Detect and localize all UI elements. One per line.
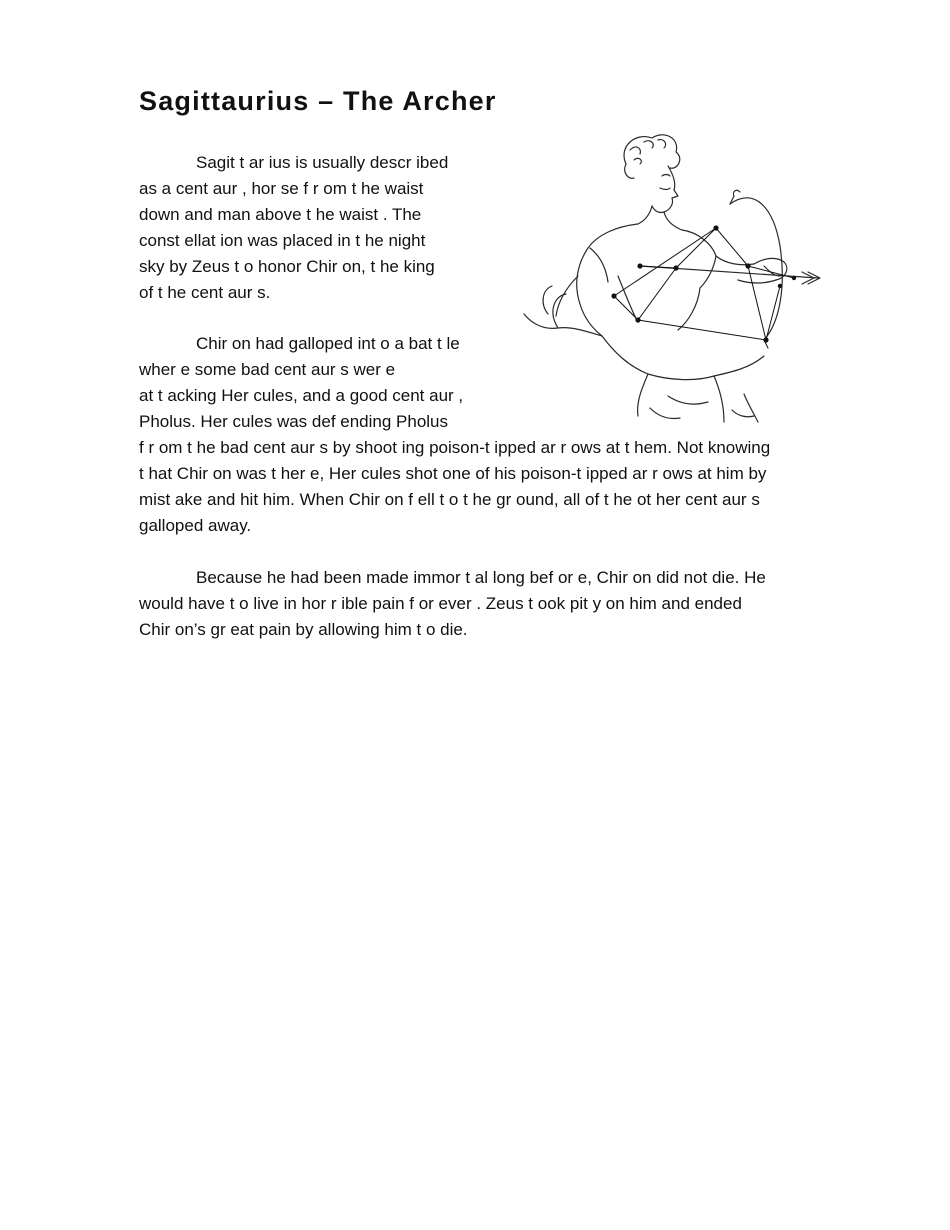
paragraph-1-line: const ellat ion was placed in t he night	[139, 231, 426, 250]
paragraph-3-line: Chir on’s gr eat pain by allowing him t o die.	[139, 620, 468, 639]
paragraph-1-line: sky by Zeus t o honor Chir on, t he king	[139, 257, 435, 276]
paragraph-2-line: at t acking Her cules, and a good cent aur ,	[139, 386, 464, 405]
paragraph-2-line: wher e some bad cent aur s wer e	[139, 360, 396, 379]
paragraph-2-line: Chir on had galloped int o a bat t le	[196, 334, 460, 353]
paragraph-1-line: down and man above t he waist . The	[139, 205, 422, 224]
paragraph-2-line: galloped away.	[139, 516, 252, 535]
paragraph-2-line: t hat Chir on was t her e, Her cules shot one of his poison-t ipped ar r ows at him by	[139, 464, 767, 483]
paragraph-3-line: would have t o live in hor r ible pain f or ever . Zeus t ook pit y on him and ended	[139, 594, 742, 613]
paragraph-2-line: mist ake and hit him. When Chir on f ell t o t he gr ound, all of t he ot her cent aur s	[139, 490, 760, 509]
centaur-archer-drawing-icon	[518, 126, 830, 426]
paragraph-1-line: of t he cent aur s.	[139, 283, 271, 302]
paragraph-1-line: Sagit t ar ius is usually descr ibed	[196, 153, 449, 172]
page-title: Sagittaurius – The Archer	[139, 86, 497, 116]
paragraph-1-line: as a cent aur , hor se f r om t he waist	[139, 179, 424, 198]
paragraph-3-line: Because he had been made immor t al long bef or e, Chir on did not die. He	[196, 568, 766, 587]
paragraph-2-line: f r om t he bad cent aur s by shoot ing poison-t ipped ar r ows at t hem. Not knowing	[139, 438, 771, 457]
paragraph-2-line: Pholus. Her cules was def ending Pholus	[139, 412, 449, 431]
